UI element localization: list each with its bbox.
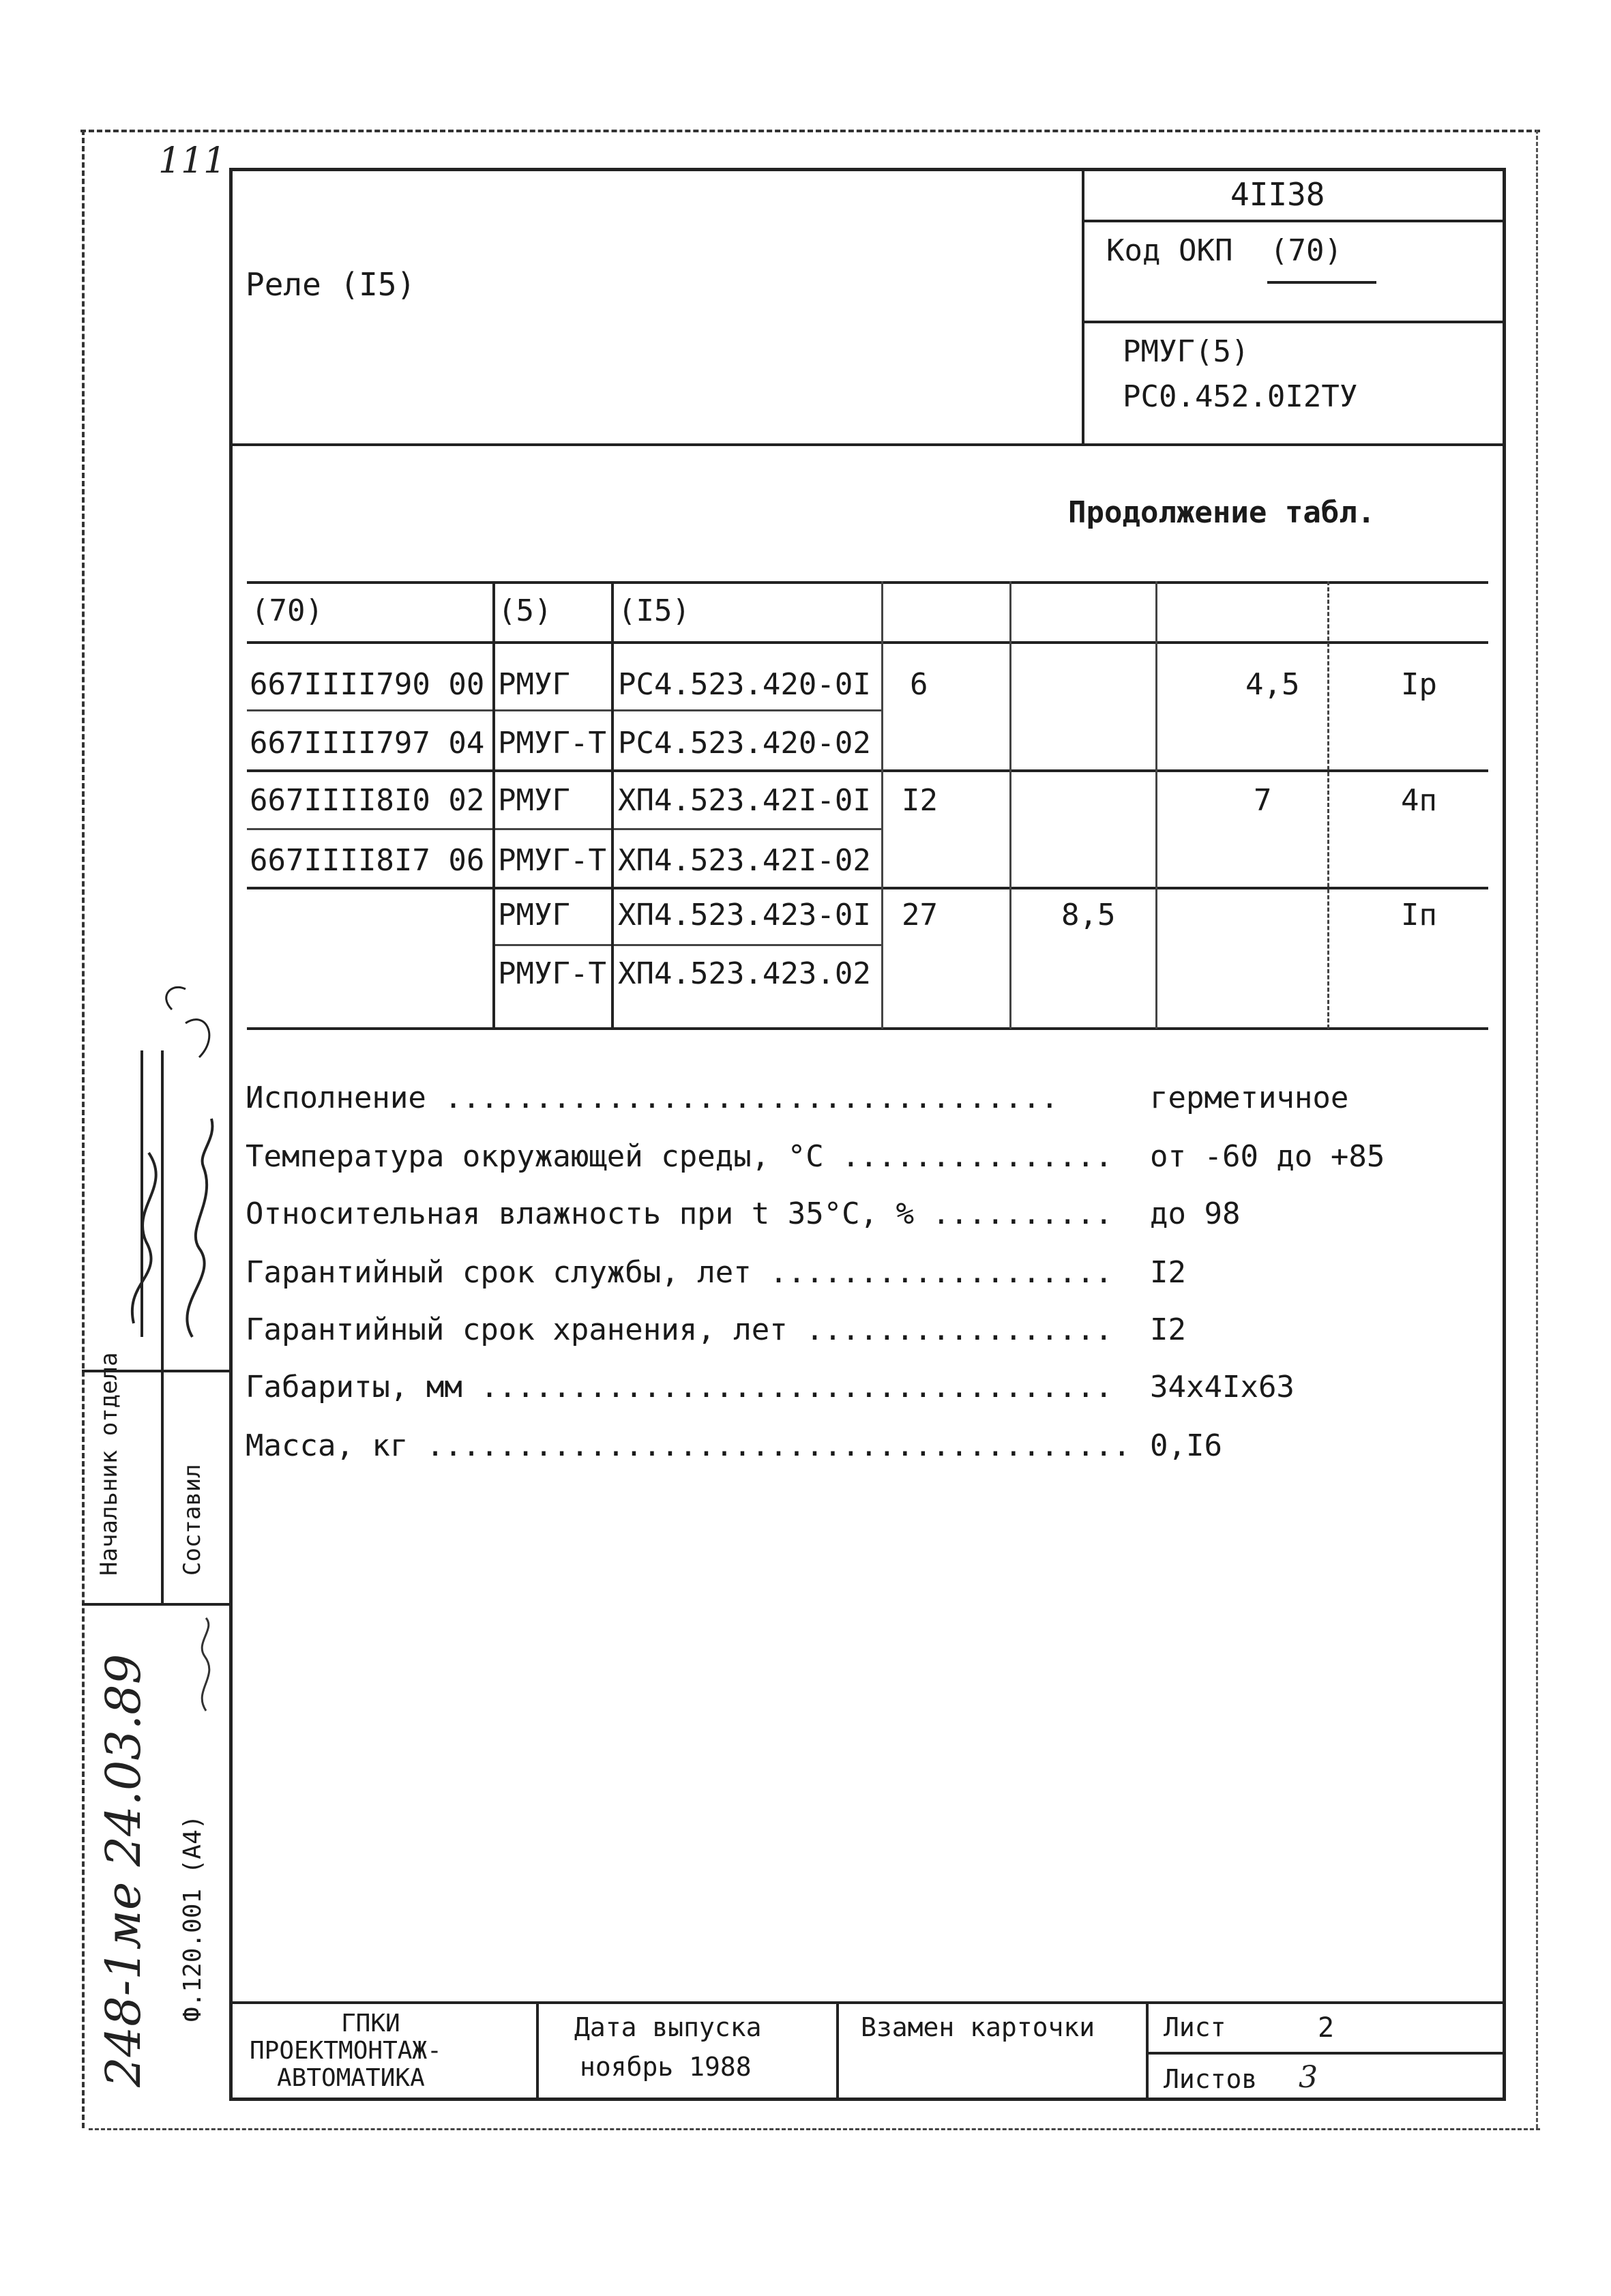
org-line-3: АВТОМАТИКА [277, 2064, 425, 2092]
row-passport: ХП4.523.42I-02 [618, 843, 871, 878]
spec-row [246, 1370, 1446, 1411]
table-col-sep-3 [881, 581, 883, 1029]
row-type: РМУГ [498, 783, 570, 818]
sheets-label: Листов [1164, 2064, 1258, 2094]
table-col-sep-1 [492, 581, 495, 1029]
table-header-type: (5) [498, 593, 552, 628]
corner-mark: 111 [158, 141, 226, 181]
row-c5: 8,5 [1061, 898, 1116, 932]
table-group-rule-1 [247, 769, 1488, 772]
row-c6: 4,5 [1245, 667, 1300, 702]
header-vertical-divider [1082, 168, 1084, 445]
spec-row [246, 1255, 1446, 1296]
spec-label: Масса, кг ....................................... [246, 1428, 1132, 1463]
type-line-2: РС0.452.0I2ТУ [1123, 379, 1358, 414]
spec-label: Гарантийный срок хранения, лет ................. [246, 1312, 1113, 1347]
footer-sep-3 [1146, 2001, 1149, 2101]
table-col-sep-4 [1009, 581, 1011, 1029]
signature-head [132, 1153, 156, 1323]
spec-value: I2 [1150, 1255, 1186, 1290]
row-c7: Iр [1401, 667, 1437, 702]
row-code: 667IIII8I0 02 [250, 783, 485, 818]
row-c4: 27 [902, 898, 938, 932]
continuation-label: Продолжение табл. [1068, 495, 1376, 530]
row-code: 667IIII8I7 06 [250, 843, 485, 878]
head-of-department-label: Начальник отдела [95, 1352, 123, 1576]
compiled-by-label: Составил [179, 1464, 206, 1576]
spec-value: герметичное [1150, 1080, 1349, 1115]
signature-flourish [166, 987, 186, 1010]
table-header-code: (70) [251, 593, 323, 628]
spec-value: 34х4Iх63 [1150, 1370, 1295, 1404]
table-top-rule [247, 581, 1488, 584]
spec-row [246, 1428, 1446, 1469]
spec-value: 0,I6 [1150, 1428, 1222, 1463]
table-header-rule [247, 641, 1488, 644]
spec-label: Гарантийный срок службы, лет ................... [246, 1255, 1113, 1290]
initials-mark [186, 1615, 226, 1718]
row-type: РМУГ-Т [498, 726, 606, 761]
release-date-label: Дата выпуска [574, 2012, 762, 2042]
okp-underline [1267, 281, 1376, 284]
org-line-1: ГПКИ [341, 2010, 400, 2037]
spec-label: Исполнение .................................. [246, 1080, 1059, 1115]
handwritten-date: 248-1ме 24.03.89 [95, 1653, 151, 2087]
okp-value: (70) [1270, 233, 1342, 268]
table-header-passport: (I5) [618, 593, 690, 628]
form-code: Ф.120.001 (А4) [179, 1814, 207, 2022]
table-col-sep-2 [611, 581, 614, 1029]
spec-row [246, 1312, 1446, 1353]
org-line-2: ПРОЕКТМОНТАЖ- [250, 2037, 442, 2065]
row-code: 667IIII790 00 [250, 667, 485, 702]
spec-label: Относительная влажность при t 35°С, % .......... [246, 1196, 1113, 1231]
row-passport: ХП4.523.423.02 [618, 956, 871, 991]
release-date-value: ноябрь 1988 [580, 2052, 752, 2082]
outer-frame-bottom [89, 2128, 1540, 2130]
table-col-sep-6 [1327, 581, 1329, 1029]
row-c7: Iп [1401, 898, 1437, 932]
sidebar-rule-bottom [82, 1603, 229, 1606]
spec-value: I2 [1150, 1312, 1186, 1347]
footer-top-rule [229, 2001, 1506, 2004]
spec-row [246, 1196, 1446, 1237]
card-number: 4II38 [1230, 176, 1325, 213]
footer-sep-1 [536, 2001, 539, 2101]
initials-stroke [202, 1618, 209, 1711]
replaces-card-label: Взамен карточки [861, 2012, 1095, 2042]
header-okp-divider [1082, 321, 1506, 323]
row-passport: РС4.523.420-02 [618, 726, 871, 761]
row-type: РМУГ-Т [498, 956, 606, 991]
spec-label: Температура окружающей среды, °С ............... [246, 1139, 1113, 1174]
header-divider [229, 443, 1506, 446]
outer-frame-right [1536, 130, 1538, 2128]
table-subrow-rule-2 [247, 828, 881, 830]
signature-compiler [187, 1119, 212, 1337]
table-subrow-rule-1 [247, 709, 881, 711]
signature-tick [186, 1020, 209, 1057]
row-type: РМУГ [498, 898, 570, 932]
header-number-divider [1082, 220, 1506, 222]
spec-value: до 98 [1150, 1196, 1241, 1231]
outer-frame-top [80, 130, 1540, 132]
product-card [229, 168, 1506, 2101]
sheets-count: 3 [1299, 2060, 1318, 2095]
table-bottom-rule [247, 1027, 1488, 1030]
type-line-1: РМУГ(5) [1123, 334, 1250, 369]
row-c4: 6 [910, 667, 928, 702]
row-code: 667IIII797 04 [250, 726, 485, 761]
signature-marks [83, 982, 233, 1364]
table-group-rule-2 [247, 887, 1488, 889]
row-passport: ХП4.523.423-0I [618, 898, 871, 932]
table-subrow-rule-3 [492, 944, 881, 946]
card-title: Реле (I5) [246, 266, 416, 303]
footer-sheet-rule [1146, 2052, 1506, 2055]
table-col-sep-5 [1155, 581, 1157, 1029]
spec-row [246, 1080, 1446, 1121]
spec-row [246, 1139, 1446, 1180]
row-passport: РС4.523.420-0I [618, 667, 871, 702]
sheet-label: Лист [1164, 2012, 1226, 2042]
row-c4: I2 [902, 783, 938, 818]
footer-sep-2 [836, 2001, 839, 2101]
row-c7: 4п [1401, 783, 1437, 818]
row-c6: 7 [1254, 783, 1272, 818]
okp-label: Код ОКП [1106, 233, 1233, 268]
spec-label: Габариты, мм ................................... [246, 1370, 1113, 1404]
row-type: РМУГ-Т [498, 843, 606, 878]
spec-value: от -60 до +85 [1150, 1139, 1385, 1174]
row-passport: ХП4.523.42I-0I [618, 783, 871, 818]
row-type: РМУГ [498, 667, 570, 702]
sheet-number: 2 [1318, 2012, 1335, 2044]
